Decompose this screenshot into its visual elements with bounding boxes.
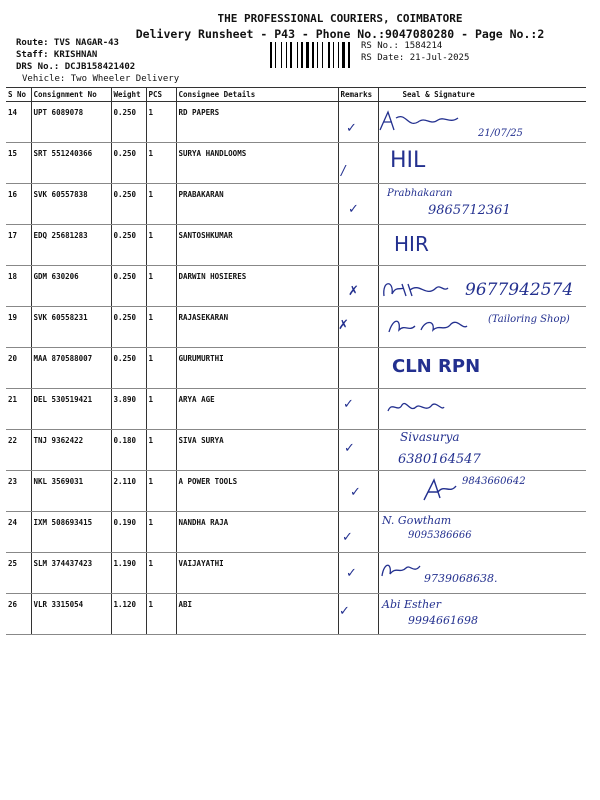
remark-mark: ✗ xyxy=(338,318,349,333)
table-row xyxy=(6,389,586,430)
handwritten-phone: 9994661698 xyxy=(408,614,478,627)
cell-pcs: 1 xyxy=(146,184,176,225)
handwritten-phone: 6380164547 xyxy=(398,452,481,467)
col-header-sno: S No xyxy=(6,88,31,102)
signature-initials: HIR xyxy=(394,232,429,256)
cell-pcs: 1 xyxy=(146,389,176,430)
handwritten-note: (Tailoring Shop) xyxy=(488,314,570,325)
cell-weight: 0.250 xyxy=(111,266,146,307)
cell-sno: 26 xyxy=(6,594,31,635)
col-header-signature: Seal & Signature xyxy=(378,88,586,102)
handwritten-phone: 9865712361 xyxy=(428,203,511,218)
rs-date: RS Date: 21-Jul-2025 xyxy=(361,53,470,63)
cell-weight: 0.250 xyxy=(111,143,146,184)
handwritten-name: Sivasurya xyxy=(400,430,460,444)
handwritten-name: Abi Esther xyxy=(382,598,441,611)
table-row xyxy=(6,512,586,553)
col-header-consignment: Consignment No xyxy=(31,88,111,102)
cell-consignment: MAA 870588007 xyxy=(31,348,111,389)
table-row xyxy=(6,307,586,348)
delivery-date-note: 21/07/25 xyxy=(478,128,523,139)
handwritten-phone: 9739068638. xyxy=(424,572,498,585)
signature-scribble xyxy=(378,108,468,136)
cell-remarks xyxy=(338,102,378,143)
cell-sno: 20 xyxy=(6,348,31,389)
remark-mark: ✓ xyxy=(344,441,355,456)
handwritten-phone: 9843660642 xyxy=(462,476,526,487)
table-row xyxy=(6,594,586,635)
cell-weight: 0.250 xyxy=(111,348,146,389)
cell-remarks xyxy=(338,225,378,266)
runsheet-table xyxy=(6,87,586,635)
remark-mark: ✓ xyxy=(343,397,354,412)
remark-mark: ✓ xyxy=(350,485,361,500)
company-title: THE PROFESSIONAL COURIERS, COIMBATORE xyxy=(217,12,463,25)
drs-number: DRS No.: DCJB158421402 xyxy=(16,62,136,72)
cell-weight: 0.250 xyxy=(111,225,146,266)
cell-sno: 23 xyxy=(6,471,31,512)
table-row xyxy=(6,143,586,184)
signature-scribble xyxy=(385,314,470,338)
cell-consignee: PRABAKARAN xyxy=(176,184,338,225)
remark-mark: ✓ xyxy=(342,530,353,545)
cell-consignee: SIVA SURYA xyxy=(176,430,338,471)
signature-scribble xyxy=(420,476,460,504)
cell-weight: 0.250 xyxy=(111,307,146,348)
remark-mark: ✓ xyxy=(346,121,357,136)
cell-consignment: TNJ 9362422 xyxy=(31,430,111,471)
cell-sno: 24 xyxy=(6,512,31,553)
runsheet-subtitle: Delivery Runsheet - P43 - Phone No.:9047080280 - Page No.:2 xyxy=(135,27,545,41)
cell-pcs: 1 xyxy=(146,266,176,307)
remark-mark: ✓ xyxy=(346,566,357,581)
cell-sno: 21 xyxy=(6,389,31,430)
cell-consignment: SRT 551240366 xyxy=(31,143,111,184)
cell-consignment: UPT 6089078 xyxy=(31,102,111,143)
cell-sno: 17 xyxy=(6,225,31,266)
cell-remarks xyxy=(338,553,378,594)
cell-weight: 3.890 xyxy=(111,389,146,430)
cell-consignee: RAJASEKARAN xyxy=(176,307,338,348)
cell-remarks xyxy=(338,348,378,389)
signature-scribble xyxy=(386,397,446,417)
cell-consignment: SVK 60558231 xyxy=(31,307,111,348)
cell-consignment: DEL 530519421 xyxy=(31,389,111,430)
signature-initials: CLN RPN xyxy=(392,356,481,377)
cell-consignee: SANTOSHKUMAR xyxy=(176,225,338,266)
cell-sno: 16 xyxy=(6,184,31,225)
cell-consignee: SURYA HANDLOOMS xyxy=(176,143,338,184)
cell-consignee: VAIJAYATHI xyxy=(176,553,338,594)
cell-weight: 0.180 xyxy=(111,430,146,471)
cell-consignment: GDM 630206 xyxy=(31,266,111,307)
cell-pcs: 1 xyxy=(146,225,176,266)
col-header-pcs: PCS xyxy=(146,88,176,102)
cell-consignment: NKL 3569031 xyxy=(31,471,111,512)
barcode-image xyxy=(270,42,352,68)
cell-weight: 0.250 xyxy=(111,184,146,225)
cell-weight: 1.190 xyxy=(111,553,146,594)
cell-pcs: 1 xyxy=(146,430,176,471)
cell-sno: 25 xyxy=(6,553,31,594)
cell-sno: 19 xyxy=(6,307,31,348)
signature-scribble xyxy=(378,558,428,580)
cell-sno: 14 xyxy=(6,102,31,143)
cell-consignee: DARWIN HOSIERES xyxy=(176,266,338,307)
remark-mark: / xyxy=(341,164,346,179)
cell-sno: 15 xyxy=(6,143,31,184)
handwritten-name: Prabhakaran xyxy=(387,188,453,199)
cell-pcs: 1 xyxy=(146,307,176,348)
cell-consignee: GURUMURTHI xyxy=(176,348,338,389)
cell-pcs: 1 xyxy=(146,553,176,594)
cell-consignment: SLM 374437423 xyxy=(31,553,111,594)
cell-consignee: RD PAPERS xyxy=(176,102,338,143)
cell-sno: 22 xyxy=(6,430,31,471)
cell-weight: 0.250 xyxy=(111,102,146,143)
cell-consignee: A POWER TOOLS xyxy=(176,471,338,512)
route-label: Route: TVS NAGAR-43 xyxy=(16,38,119,48)
col-header-remarks: Remarks xyxy=(338,88,378,102)
remark-mark: ✓ xyxy=(348,202,359,217)
cell-pcs: 1 xyxy=(146,471,176,512)
rs-number: RS No.: 1584214 xyxy=(361,41,443,51)
cell-pcs: 1 xyxy=(146,348,176,389)
col-header-consignee: Consignee Details xyxy=(176,88,338,102)
cell-consignment: EDQ 25681283 xyxy=(31,225,111,266)
cell-sno: 18 xyxy=(6,266,31,307)
cell-consignment: IXM 508693415 xyxy=(31,512,111,553)
signature-initials: HIL xyxy=(390,148,426,173)
vehicle-label: Vehicle: Two Wheeler Delivery xyxy=(22,74,180,84)
table-header-row xyxy=(6,88,586,102)
table-row xyxy=(6,348,586,389)
cell-consignee: ARYA AGE xyxy=(176,389,338,430)
cell-weight: 0.190 xyxy=(111,512,146,553)
cell-consignee: NANDHA RAJA xyxy=(176,512,338,553)
col-header-weight: Weight xyxy=(111,88,146,102)
table-row xyxy=(6,430,586,471)
handwritten-phone: 9677942574 xyxy=(465,280,574,300)
cell-pcs: 1 xyxy=(146,594,176,635)
remark-mark: ✗ xyxy=(348,284,359,299)
table-row xyxy=(6,553,586,594)
cell-pcs: 1 xyxy=(146,512,176,553)
handwritten-phone: 9095386666 xyxy=(408,530,472,541)
cell-consignment: VLR 3315054 xyxy=(31,594,111,635)
cell-consignment: SVK 60557838 xyxy=(31,184,111,225)
staff-label: Staff: KRISHNAN xyxy=(16,50,98,60)
cell-weight: 2.110 xyxy=(111,471,146,512)
cell-pcs: 1 xyxy=(146,102,176,143)
cell-pcs: 1 xyxy=(146,143,176,184)
remark-mark: ✓ xyxy=(339,604,350,619)
cell-weight: 1.120 xyxy=(111,594,146,635)
cell-consignee: ABI xyxy=(176,594,338,635)
table-row xyxy=(6,225,586,266)
signature-scribble xyxy=(380,276,450,302)
handwritten-name: N. Gowtham xyxy=(382,514,452,527)
